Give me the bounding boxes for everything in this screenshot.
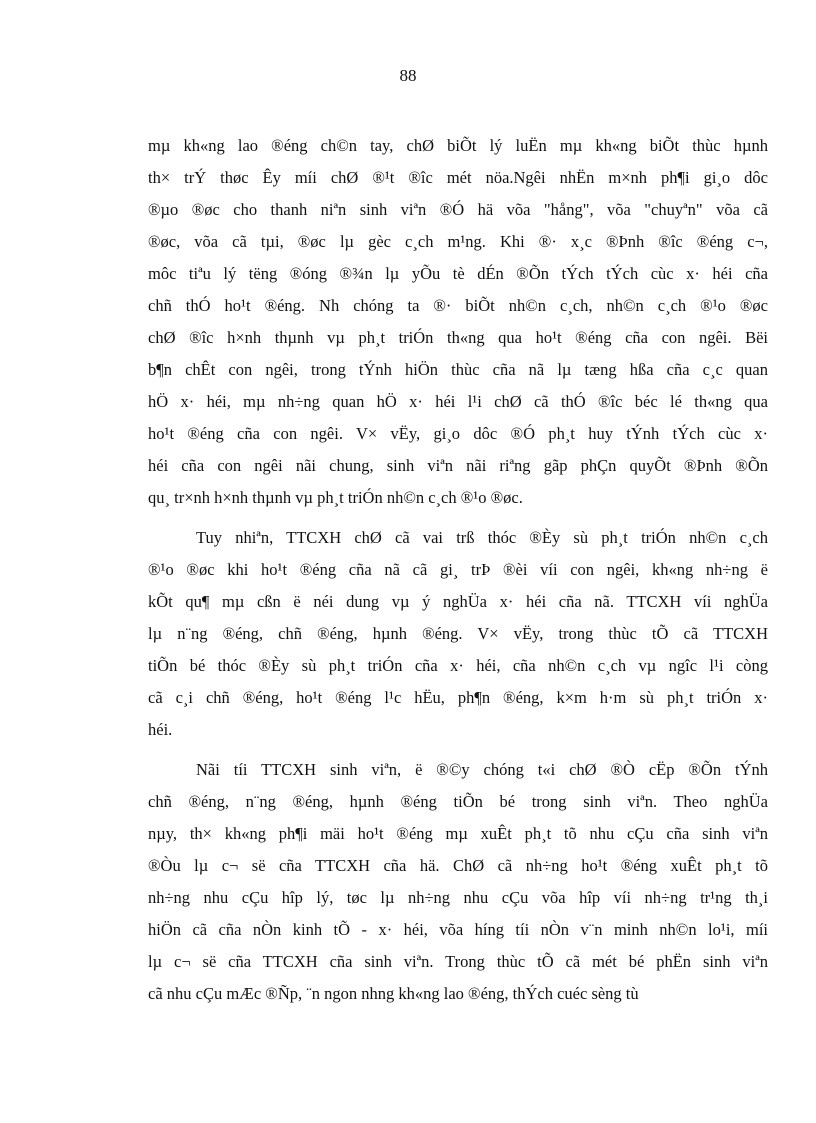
text-line: qu¸ tr×nh h×nh thµnh vµ ph¸t triÓn nh©n c¸ch ®¹o ®øc. [148,488,523,507]
text-line: héi cña con ngêi nãi chung, sinh viªn nãi riªng gãp phÇn quyÕt ®Þnh ®Õn [148,456,768,475]
text-line: mµ kh«ng lao ®éng ch©n tay, chØ biÕt lý luËn mµ kh«ng biÕt thùc hµnh [148,136,768,155]
text-line: cã c¸i chñ ®éng, ho¹t ®éng l¹c hËu, ph¶n ®éng, k×m h·m sù ph¸t triÓn x· [148,688,768,707]
text-line: héi. [148,720,173,739]
text-line: kÕt qu¶ mµ cßn ë néi dung vµ ý nghÜa x· héi cña nã. TTCXH víi nghÜa [148,592,768,611]
text-line: chØ ®îc h×nh thµnh vµ ph¸t triÓn th«ng qua ho¹t ®éng cña con ngêi. Bëi [148,328,768,347]
text-line: cã nhu cÇu mÆc ®Ñp, ¨n ngon nhng kh«ng lao ®éng, thÝch cuéc sèng tù [148,984,639,1003]
text-line: hiÖn cã cña nÒn kinh tÕ - x· héi, võa híng tíi nÒn v¨n minh nh©n lo¹i, míi [148,920,768,939]
text-line: lµ c¬ së cña TTCXH cña sinh viªn. Trong thùc tÕ cã mét bé phËn sinh viªn [148,952,768,971]
text-line: ®¹o ®øc khi ho¹t ®éng cña nã cã gi¸ trÞ ®èi víi con ngêi, kh«ng nh÷ng ë [148,560,768,579]
text-line: Nãi tíi TTCXH sinh viªn, ë ®©y chóng t«i chØ ®Ò cËp ®Õn tÝnh [196,760,768,779]
text-line: ®øc, võa cã tµi, ®øc lµ gèc c¸ch m¹ng. Khi ®· x¸c ®Þnh ®îc ®éng c¬, [148,232,768,251]
text-line: lµ n¨ng ®éng, chñ ®éng, hµnh ®éng. V× vËy, trong thùc tÕ cã TTCXH [148,624,768,643]
text-line: nµy, th× kh«ng ph¶i mäi ho¹t ®éng mµ xuÊt ph¸t tõ nhu cÇu cña sinh viªn [148,824,768,843]
body-text [148,130,768,1010]
text-line: nh÷ng nhu cÇu hîp lý, tøc lµ nh÷ng nhu cÇu võa hîp víi nh÷ng tr¹ng th¸i [148,888,768,907]
text-line: ho¹t ®éng cña con ngêi. V× vËy, gi¸o dôc ®Ó ph¸t huy tÝnh tÝch cùc x· [148,424,768,443]
text-line: môc tiªu lý tëng ®óng ®¾n lµ yÕu tè dÉn ®Õn tÝch tÝch cùc x· héi cña [148,264,768,283]
text-line: chñ thÓ ho¹t ®éng. Nh chóng ta ®· biÕt nh©n c¸ch, nh©n c¸ch ®¹o ®øc [148,296,768,315]
text-line: chñ ®éng, n¨ng ®éng, hµnh ®éng tiÕn bé trong sinh viªn. Theo nghÜa [148,792,768,811]
paragraph-2 [148,522,768,746]
text-line: th× trÝ thøc Êy míi chØ ®¹t ®îc mét nöa.Ngêi nhËn m×nh ph¶i gi¸o dôc [148,168,768,187]
paragraph-1 [148,130,768,514]
text-line: hÖ x· héi, mµ nh÷ng quan hÖ x· héi l¹i chØ cã thÓ ®îc béc lé th«ng qua [148,392,768,411]
text-line: ®Òu lµ c¬ së cña TTCXH cña hä. ChØ cã nh÷ng ho¹t ®éng xuÊt ph¸t tõ [148,856,768,875]
paragraph-3 [148,754,768,1010]
text-line: b¶n chÊt con ngêi, trong tÝnh hiÖn thùc cña nã lµ tæng hßa cña c¸c quan [148,360,768,379]
text-line: tiÕn bé thóc ®Èy sù ph¸t triÓn cña x· héi, cña nh©n c¸ch vµ ngîc l¹i còng [148,656,768,675]
text-line: ®µo ®øc cho thanh niªn sinh viªn ®Ó hä võa "hång", võa "chuyªn" võa cã [148,200,768,219]
page-number: 88 [399,66,417,85]
text-line: Tuy nhiªn, TTCXH chØ cã vai trß thóc ®Èy sù ph¸t triÓn nh©n c¸ch [196,528,768,547]
